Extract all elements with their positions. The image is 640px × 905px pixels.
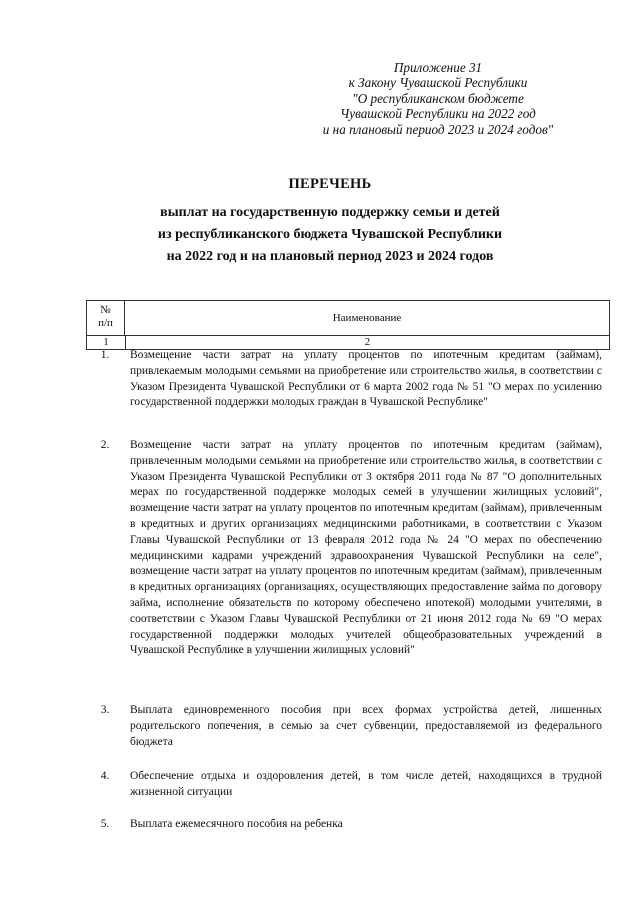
header-name-cell: Наименование bbox=[332, 312, 402, 324]
title-main: ПЕРЕЧЕНЬ bbox=[288, 176, 372, 192]
table-header-row bbox=[86, 300, 610, 335]
table-header bbox=[86, 300, 610, 350]
item-text: Выплата ежемесячного пособия на ребенка bbox=[130, 818, 343, 830]
appendix-line: Приложение 31 bbox=[393, 60, 483, 75]
item-text: Обеспечение отдыха и оздоровления детей, в том числе детей, находящихся в трудной жизненной ситуации bbox=[130, 770, 602, 798]
header-num-symbol: № bbox=[100, 304, 111, 316]
header-num-cell bbox=[87, 301, 125, 335]
list-item bbox=[86, 817, 610, 833]
item-text: Возмещение части затрат на уплату процентов по ипотечным кредитам (займам), привлеченным молодыми семьями на приобретение или строительство жилья, в соответствии с Указом Президента Чувашской Республики от 3 октября 2011 года № 87 "О дополнительных мерах по государственной поддержке молодых семей в улучшении жилищных условий", возмещение части затрат на уплату процентов по ипотечным кредитам (займам), привлеченным в кредитных и других организациях медицинскими работниками, в соответствии с Указом Главы Чувашской Республики от 13 февраля 2012 года № 24 "О мерах по обеспечению медицинскими кадрами учреждений здравоохранения Чувашской Республики на селе", возмещение части затрат на уплату процентов по ипотечным кредитам (займам), привлеченным в кредитных организациях (организациях, осуществляющих предоставление займа по договору займа, исполнение обязательств по которому обеспечено ипотекой) молодыми учителями, в соответствии с Указом Главы Чувашской Республики от 21 июня 2012 года № 69 "О мерах государственной поддержки молодых учителей общеобразовательных учреждений в Чувашской Республике в улучшении жилищных условий" bbox=[130, 439, 602, 657]
item-text: Возмещение части затрат на уплату процентов по ипотечным кредитам (займам), привлекаемым молодыми семьями на приобретение или строительство жилья, в соответствии с Указом Президента Чувашской Республики от 6 марта 2002 года № 51 "О мерах по усилению государственной поддержки молодых граждан в Чувашской Республике" bbox=[130, 349, 602, 409]
item-number: 3. bbox=[100, 704, 110, 716]
document-title bbox=[80, 176, 580, 268]
index-num-cell: 1 bbox=[87, 336, 126, 349]
appendix-line: "О республиканском бюджете bbox=[352, 90, 524, 106]
appendix-line: и на плановый период 2023 и 2024 годов" bbox=[322, 121, 554, 137]
appendix-line: Чувашской Республики на 2022 год bbox=[340, 106, 536, 122]
item-number: 4. bbox=[100, 770, 110, 782]
header-num-abbr: п/п bbox=[98, 317, 113, 329]
list-item bbox=[86, 703, 610, 750]
appendix-note bbox=[288, 60, 588, 137]
list-item bbox=[86, 348, 610, 411]
title-line: из республиканского бюджета Чувашской Республики bbox=[157, 227, 503, 242]
item-number: 2. bbox=[100, 439, 110, 451]
appendix-line: к Закону Чувашской Республики bbox=[348, 75, 528, 91]
title-line: на 2022 год и на плановый период 2023 и 2024 годов bbox=[166, 249, 494, 264]
list-item bbox=[86, 769, 610, 801]
list-item bbox=[86, 438, 610, 659]
index-name-cell: 2 bbox=[364, 336, 371, 348]
title-line: выплат на государственную поддержку семьи и детей bbox=[160, 205, 500, 220]
item-number: 1. bbox=[100, 349, 110, 361]
item-text: Выплата единовременного пособия при всех формах устройства детей, лишенных родительского попечения, в семью за счет субвенции, предоставляемой из федерального бюджета bbox=[130, 704, 602, 748]
item-number: 5. bbox=[100, 818, 110, 830]
